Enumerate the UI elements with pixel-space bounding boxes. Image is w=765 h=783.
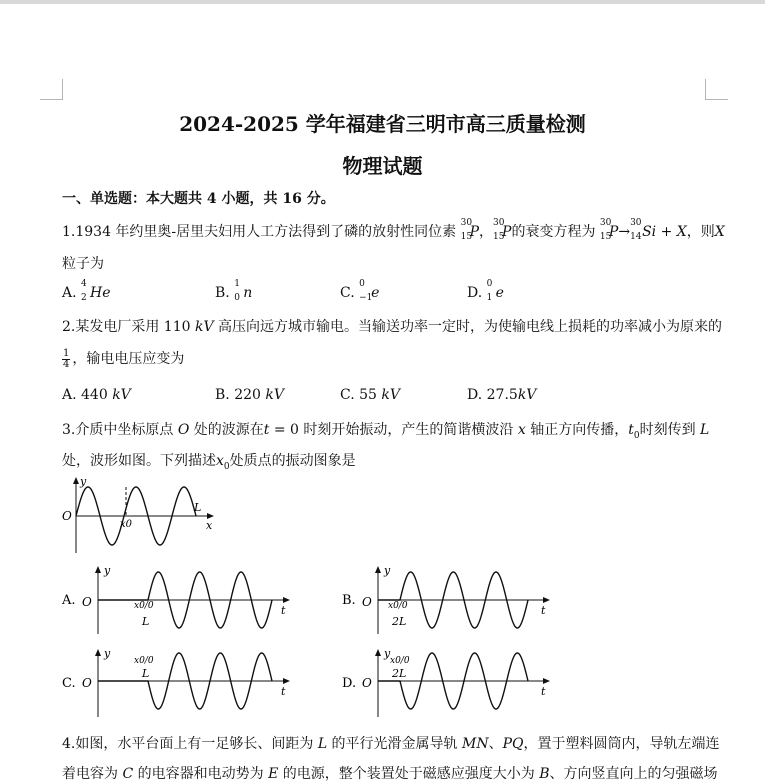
- option-a-figure[interactable]: [60, 562, 300, 638]
- svg-text:y: y: [384, 647, 391, 660]
- option-d-label: D.: [342, 676, 357, 691]
- q1-option-c[interactable]: C. 0 −1 e: [340, 279, 380, 303]
- q2-option-b[interactable]: B. 220 kV: [215, 387, 284, 403]
- q1-text-a: 1.1934 年约里奥-居里夫妇用人工方法得到了磷的放射性同位素: [62, 224, 461, 240]
- isotope-p30-b: 30 15 P: [493, 218, 512, 242]
- q4-line1: 4.如图，水平台面上有一足够长、间距为 L 的平行光滑金属导轨 MN、PQ，置于塑料圆筒内，导轨左端连: [62, 736, 720, 752]
- option-c-figure[interactable]: [60, 645, 300, 721]
- svg-text:O: O: [362, 676, 372, 690]
- q1-text-b: 的衰变方程为: [511, 224, 600, 240]
- svg-text:x0/0: x0/0: [134, 656, 154, 666]
- option-b-figure[interactable]: [340, 562, 580, 638]
- label-x: x: [206, 519, 213, 532]
- svg-text:O: O: [82, 676, 92, 690]
- option-b-label: B.: [342, 593, 356, 608]
- option-d-figure[interactable]: [340, 645, 580, 721]
- option-a-label: A.: [62, 593, 76, 608]
- decay-arrow: →: [618, 224, 631, 240]
- wave-figure: [60, 475, 220, 555]
- svg-text:L: L: [142, 615, 150, 628]
- isotope-p30: 30 15 P: [460, 218, 480, 242]
- q1-option-a[interactable]: A. 4 2 He: [62, 279, 111, 303]
- label-l: L: [194, 501, 202, 514]
- svg-text:y: y: [104, 647, 111, 660]
- q2-line1: 2.某发电厂采用 110 kV 高压向远方城市输电。当输送功率一定时，为使输电线上损耗的功率减小为原来的: [62, 319, 723, 335]
- svg-text:O: O: [362, 595, 372, 609]
- svg-text:x0/0: x0/0: [134, 601, 154, 611]
- q2-line2: $\frac{1}{4}$ ，输电电压应变为: [63, 347, 185, 370]
- q4-line2: 着电容为 C 的电容器和电动势为 E 的电源，整个装置处于磁感应强度大小为 B、方向竖直向上的匀强磁场: [62, 766, 718, 782]
- q2-option-a[interactable]: A. 440 kV: [62, 387, 131, 403]
- section-heading: 一、单选题：本大题共 4 小题，共 16 分。: [62, 191, 335, 207]
- label-y: y: [80, 475, 87, 488]
- q2-option-d[interactable]: D. 27.5kV: [467, 387, 537, 403]
- svg-text:x0/0: x0/0: [390, 656, 410, 666]
- document-title: 2024-2025 学年福建省三明市高三质量检测: [179, 112, 586, 136]
- svg-text:t: t: [541, 604, 546, 617]
- q3-line1: 3.介质中坐标原点 O 处的波源在t = 0 时刻开始振动，产生的简谐横波沿 x 轴正方向传播，$t_0$时刻传到 L: [62, 422, 710, 441]
- svg-text:t: t: [281, 604, 286, 617]
- svg-text:2L: 2L: [392, 667, 407, 680]
- option-c-label: C.: [62, 676, 76, 691]
- document-subtitle: 物理试题: [342, 154, 423, 178]
- label-x0: x0: [120, 519, 133, 530]
- q1-line1: 1.1934 年约里奥-居里夫妇用人工方法得到了磷的放射性同位素 30 15 P， 30 15 P的衰变方程为 30 15 P→ 30 14 Si + X，则X: [62, 218, 725, 242]
- decay-reactant: 30 15 P: [599, 218, 619, 242]
- fraction-one-quarter: $\frac{1}{4}$: [63, 347, 70, 370]
- svg-text:y: y: [384, 564, 391, 577]
- q3-line2: 处，波形如图。下列描述$x_0$处质点的振动图象是: [62, 453, 356, 472]
- q2-option-c[interactable]: C. 55 kV: [340, 387, 400, 403]
- svg-text:y: y: [104, 564, 111, 577]
- decay-product-si: 30 14 Si: [630, 218, 657, 242]
- svg-text:t: t: [281, 685, 286, 698]
- svg-text:x0/0: x0/0: [388, 601, 408, 611]
- svg-text:O: O: [82, 595, 92, 609]
- svg-text:L: L: [142, 667, 150, 680]
- svg-text:t: t: [541, 685, 546, 698]
- q1-option-b[interactable]: B. 1 0 n: [215, 279, 253, 303]
- q1-line2: 粒子为: [62, 256, 104, 272]
- svg-text:2L: 2L: [392, 615, 407, 628]
- y-axis-arrow: [73, 477, 79, 484]
- label-o: O: [62, 509, 72, 523]
- q1-option-d[interactable]: D. 0 1 e: [467, 279, 504, 303]
